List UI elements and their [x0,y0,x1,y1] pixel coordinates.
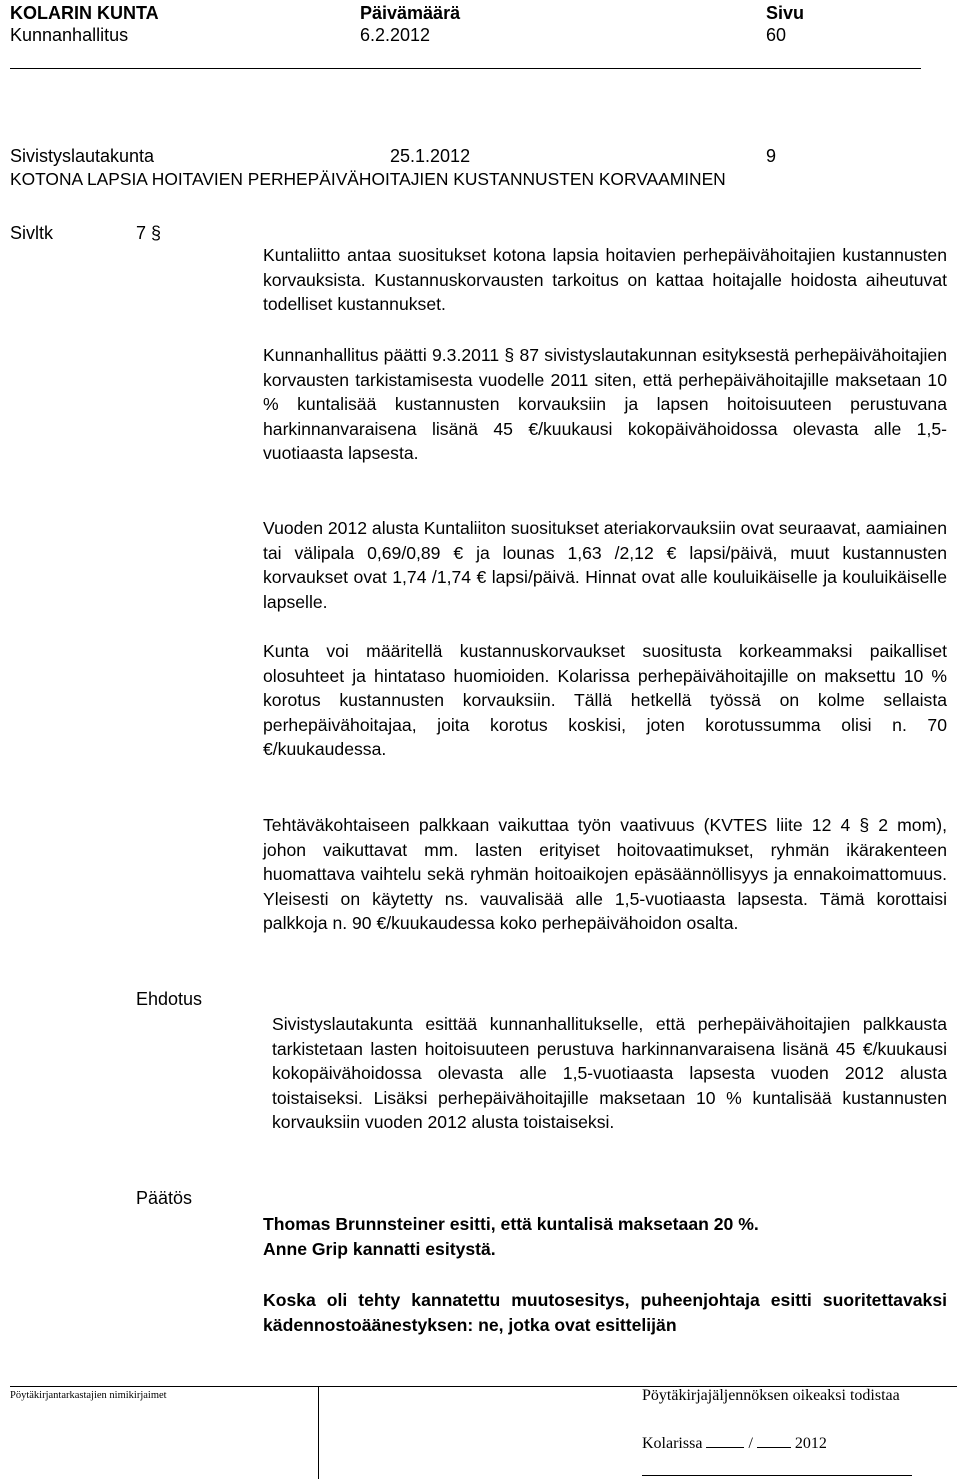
certify-place-date [642,1434,827,1454]
place-name: Kolarissa [642,1435,703,1452]
page-number: 60 [766,25,787,45]
year-value: 2012 [794,1435,827,1452]
reference-body: Sivltk [10,223,54,243]
paragraph-4: Kunta voi määritellä kustannuskorvaukset suositusta korkeammaksi paikalliset olosuhteet ja hintataso huomioiden. Kolarissa perhepäivähoitajille on maksettu 10 % korotus kustannusten korvauksiin. Tällä hetkellä työssä on kolme sellaista perhepäivähoitajaa, joita korotus koskisi, joten korotussumma olisi n. 70 €/kuukaudessa. [263,641,947,760]
section-title: KOTONA LAPSIA HOITAVIEN PERHEPÄIVÄHOITAJIEN KUSTANNUSTEN KORVAAMINEN [10,169,726,189]
committee-name: Sivistyslautakunta [10,146,155,166]
footer-divider [318,1386,319,1479]
paragraph-1: Kuntaliitto antaa suositukset kotona lapsia hoitavien perhepäivähoitajien kustannusten korvauksista. Kustannuskorvausten tarkoitus on kattaa hoitajalle hoidosta aiheutuvat todelliset kustannukset. [263,245,947,315]
signature-line [642,1475,912,1476]
date-label: Päivämäärä [360,3,461,23]
paragraph-3: Vuoden 2012 alusta Kuntaliiton suositukset ateriakorvauksiin ovat seuraavat, aamiainen tai välipala 0,69/0,89 € ja lounas 1,63 /2,12 € lapsi/päivä, muut kustannusten korvaukset ovat 1,74 /1,74 € lapsi/päivä. Hinnat ovat alle kouluikäiselle ja kouluikäiselle lapselle. [263,518,947,612]
body-name: Kunnanhallitus [10,25,129,45]
header-rule [10,68,921,69]
page-label: Sivu [766,3,805,23]
paragraph-5: Tehtäväkohtaiseen palkkaan vaikuttaa työn vaativuus (KVTES liite 12 4 § 2 mom), johon vaikuttavat mm. lasten erityiset hoitovaatimukset, ryhmän ikärakenteen huomattava vaihtelu sekä ryhmän hoitoaikojen epäsäännöllisyys ja ennakoimattomuus. Yleisesti on käytetty ns. vauvalisää alle 1,5-vuotiaasta lapsesta. Tämä korottaisi palkkoja n. 90 €/kuukaudessa koko perhepäivähoidon osalta. [263,815,947,934]
proposal-label: Ehdotus [136,989,203,1009]
day-blank [706,1446,744,1448]
date-value: 6.2.2012 [360,25,431,45]
month-blank [757,1446,791,1448]
decision-paragraph: Koska oli tehty kannatettu muutosesitys, puheenjohtaja esitti suoritettavaksi kädennostoäänestyksen: ne, jotka ovat esittelijän [263,1290,947,1335]
committee-date: 25.1.2012 [390,146,471,166]
certify-label: Pöytäkirjajäljennöksen oikeaksi todistaa [642,1387,900,1404]
proposal-text: Sivistyslautakunta esittää kunnanhallitukselle, että perhepäivähoitajien palkkausta tarkistetaan lasten hoitoisuuteen perustuva harkinnanvaraisena lisänä 45 €/kuukausi kokopäivähoidossa olevasta alle 1,5-vuotiaasta lapsesta vuoden 2012 alusta toistaiseksi. Lisäksi perhepäivähoitajille maksetaan 10 % kuntalisää kustannusten korvauksiin vuoden 2012 alusta toistaiseksi. [272,1014,947,1133]
reference-number: 7 § [136,223,162,243]
decision-label: Päätös [136,1188,193,1208]
org-name: KOLARIN KUNTA [10,3,159,23]
paragraph-2: Kunnanhallitus päätti 9.3.2011 § 87 sivistyslautakunnan esityksestä perhepäivähoitajien korvausten tarkistamisesta vuodelle 2011 siten, että perhepäivähoitajille maksetaan 10 % kuntalisää kustannusten korvauksiin ja lapsen hoitoisuuteen perustuvana harkinnanvaraisena lisänä 45 €/kuukausi kokopäivähoidossa olevasta alle 1,5-vuotiaasta lapsesta. [263,345,947,464]
decision-line-2: Anne Grip kannatti esitystä. [263,1239,496,1259]
date-slash: / [748,1435,753,1452]
decision-line-1: Thomas Brunnsteiner esitti, että kuntalisä maksetaan 20 %. [263,1214,759,1234]
signatures-label: Pöytäkirjantarkastajien nimikirjaimet [10,1390,167,1401]
item-number: 9 [766,146,777,166]
